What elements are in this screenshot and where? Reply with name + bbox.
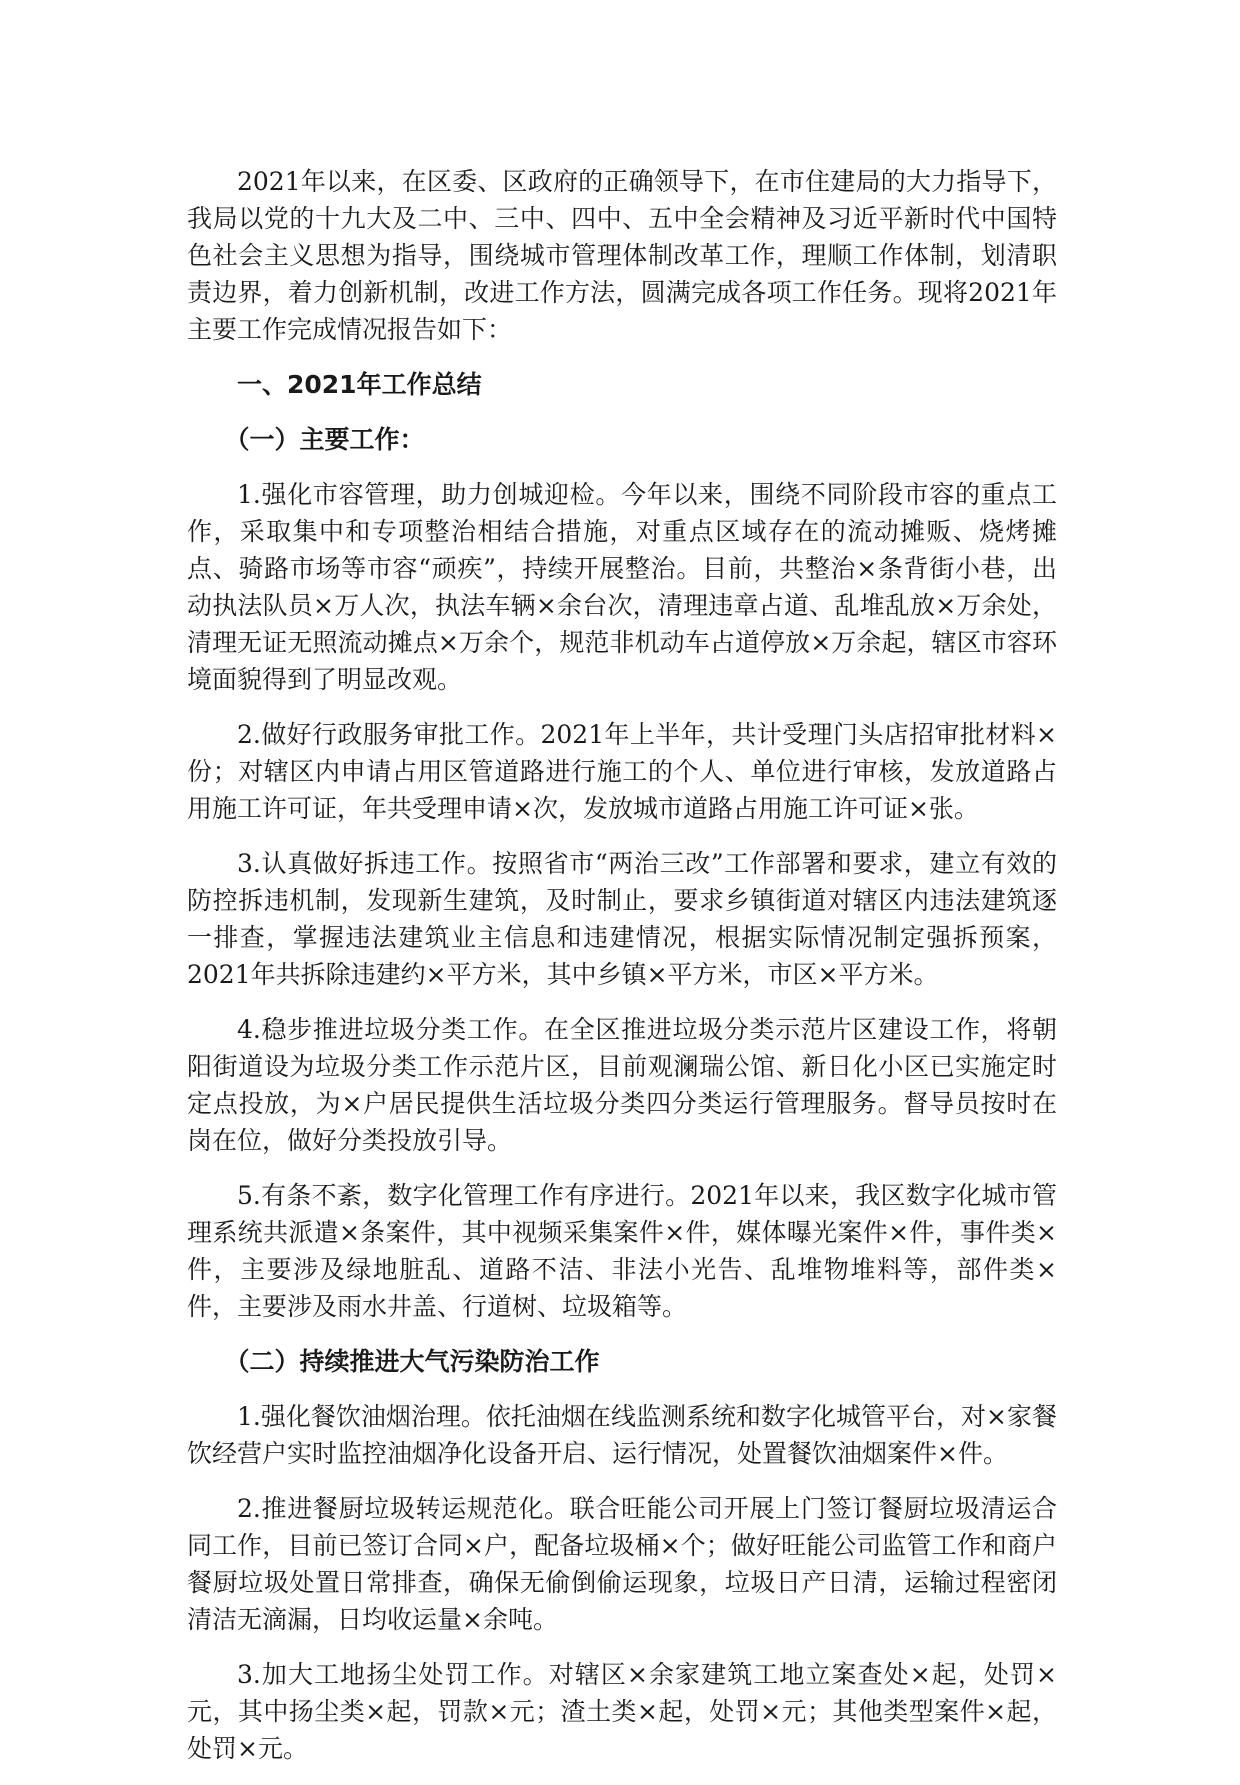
list-item: 4.稳步推进垃圾分类工作。在全区推进垃圾分类示范片区建设工作，将朝阳街道设为垃圾分类工作示范片区，目前观澜瑞公馆、新日化小区已实施定时定点投放，为×户居民提供生活垃圾分类四分类运行管理服务。督导员按时在岗在位，做好分类投放引导。 bbox=[187, 1015, 1057, 1155]
subsection-heading-1: （一）主要工作： bbox=[224, 425, 425, 454]
list-item: 3.加大工地扬尘处罚工作。对辖区×余家建筑工地立案查处×起，处罚×元，其中扬尘类×起，罚款×元；渣土类×起，处罚×元；其他类型案件×起，处罚×元。 bbox=[187, 1660, 1057, 1763]
intro-paragraph: 2021年以来，在区委、区政府的正确领导下，在市住建局的大力指导下，我局以党的十九大及二中、三中、四中、五中全会精神及习近平新时代中国特色社会主义思想为指导，围绕城市管理体制改革工作，理顺工作体制，划清职责边界，着力创新机制，改进工作方法，圆满完成各项工作任务。现将2021年主要工作完成情况报告如下： bbox=[187, 167, 1057, 344]
list-item: 2.推进餐厨垃圾转运规范化。联合旺能公司开展上门签订餐厨垃圾清运合同工作，目前已签订合同×户，配备垃圾桶×个；做好旺能公司监管工作和商户餐厨垃圾处置日常排查，确保无偷倒偷运现象，垃圾日产日清，运输过程密闭清洁无滴漏，日均收运量×余吨。 bbox=[187, 1494, 1057, 1634]
list-item: 1.强化市容管理，助力创城迎检。今年以来，围绕不同阶段市容的重点工作，采取集中和专项整治相结合措施，对重点区域存在的流动摊贩、烧烤摊点、骑路市场等市容“顽疾”，持续开展整治。目前，共整治×条背街小巷，出动执法队员×万人次，执法车辆×余台次，清理违章占道、乱堆乱放×万余处，清理无证无照流动摊点×万余个，规范非机动车占道停放×万余起，辖区市容环境面貌得到了明显改观。 bbox=[187, 480, 1057, 694]
list-item: 5.有条不紊，数字化管理工作有序进行。2021年以来，我区数字化城市管理系统共派遣×条案件，其中视频采集案件×件，媒体曝光案件×件，事件类×件，主要涉及绿地脏乱、道路不洁、非法小光告、乱堆物堆料等，部件类×件，主要涉及雨水井盖、行道树、垃圾箱等。 bbox=[187, 1181, 1057, 1321]
subsection-heading-2: （二）持续推进大气污染防治工作 bbox=[224, 1347, 600, 1376]
list-item: 3.认真做好拆违工作。按照省市“两治三改”工作部署和要求，建立有效的防控拆违机制，发现新生建筑，及时制止，要求乡镇街道对辖区内违法建筑逐一排查，掌握违法建筑业主信息和违建情况，根据实际情况制定强拆预案，2021年共拆除违建约×平方米，其中乡镇×平方米，市区×平方米。 bbox=[187, 849, 1057, 989]
list-item: 1.强化餐饮油烟治理。依托油烟在线监测系统和数字化城管平台，对×家餐饮经营户实时监控油烟净化设备开启、运行情况，处置餐饮油烟案件×件。 bbox=[187, 1402, 1057, 1468]
section-heading: 一、2021年工作总结 bbox=[237, 370, 482, 399]
document-page bbox=[187, 163, 1057, 1785]
list-item: 2.做好行政服务审批工作。2021年上半年，共计受理门头店招审批材料×份；对辖区内申请占用区管道路进行施工的个人、单位进行审核，发放道路占用施工许可证，年共受理申请×次，发放城市道路占用施工许可证×张。 bbox=[187, 720, 1057, 823]
